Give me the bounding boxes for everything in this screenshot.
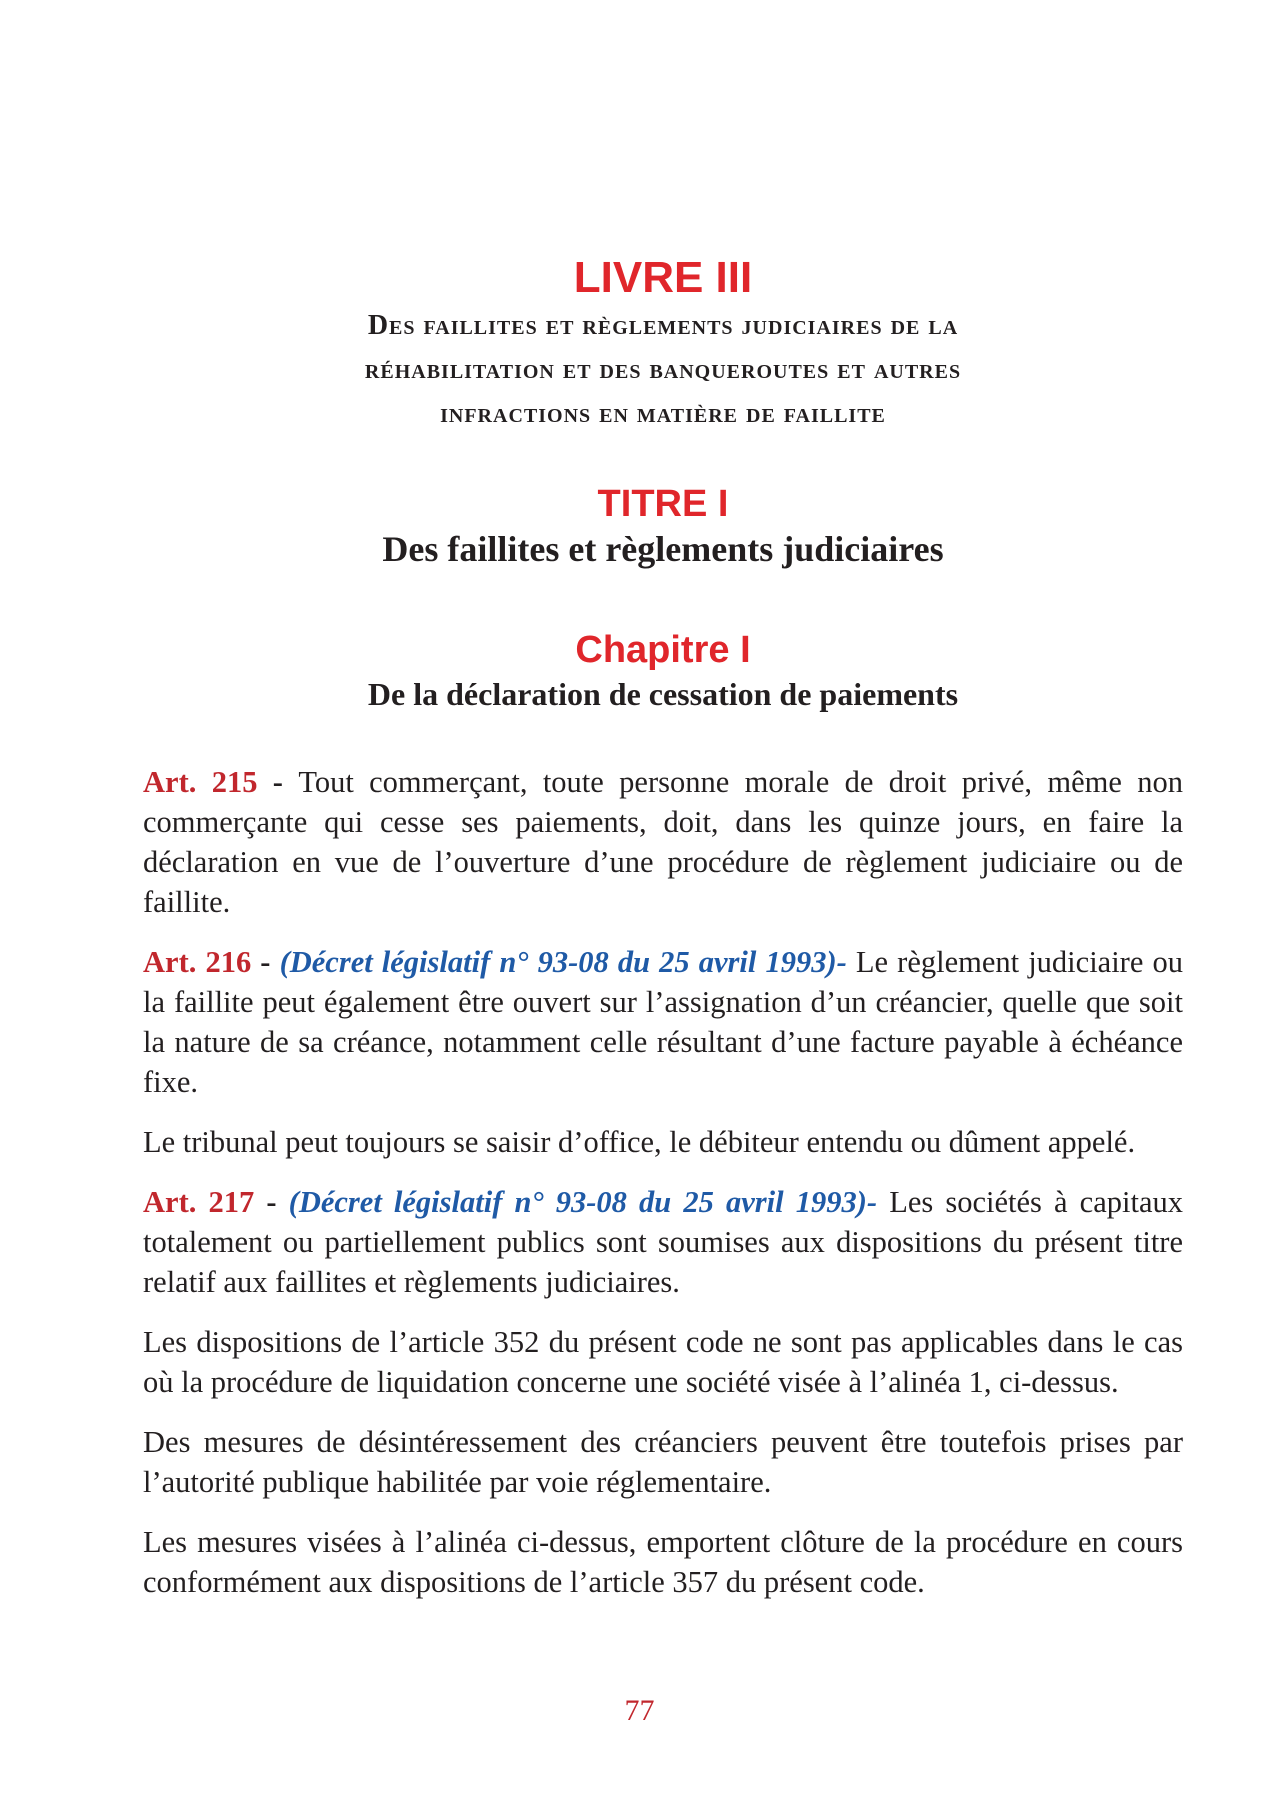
page-number: 77 (624, 1694, 655, 1727)
livre-subtitle-line-1: Des faillites et règlements judiciaires de la (367, 310, 959, 341)
titre-title: TITRE I (597, 483, 729, 525)
article-217-paragraph: Les dispositions de l’article 352 du présent code ne sont pas applicables dans le cas où la procédure de liquidation concerne une société visée à l’alinéa 1, ci-dessus. (143, 1325, 1183, 1399)
article-label: Art. 217 (143, 1185, 255, 1219)
chapitre-title: Chapitre I (575, 629, 751, 671)
article-text: Tout commerçant, toute personne morale de droit privé, même non commerçante qui cesse ses paiements, doit, dans les quinze jours, en faire la déclaration en vue de l’ouverture d’une procédure de règlement judiciaire ou de faillite. (143, 765, 1183, 919)
chapitre-heading (143, 628, 1183, 716)
livre-heading (143, 252, 1183, 436)
article-216 (143, 942, 1183, 1102)
article-dash: - (254, 1185, 289, 1219)
article-217 (143, 1182, 1183, 1302)
page-body (143, 252, 1183, 1622)
article-217-paragraph: Des mesures de désintéressement des créanciers peuvent être toutefois prises par l’autorité publique habilitée par voie réglementaire. (143, 1425, 1183, 1499)
decree-reference: (Décret législatif n° 93-08 du 25 avril 1993)- (279, 945, 847, 979)
article-dash: - (257, 765, 299, 799)
livre-subtitle-line-3: infractions en matière de faillite (440, 398, 886, 429)
decree-reference: (Décret législatif n° 93-08 du 25 avril 1993)- (288, 1185, 878, 1219)
titre-subtitle: Des faillites et règlements judiciaires (382, 529, 944, 569)
article-label: Art. 215 (143, 765, 258, 799)
article-217-paragraph: Les mesures visées à l’alinéa ci-dessus, emportent clôture de la procédure en cours conformément aux dispositions de l’article 357 du présent code. (143, 1525, 1183, 1599)
article-dash: - (251, 945, 280, 979)
titre-heading (143, 482, 1183, 572)
article-text: Le règlement judiciaire ou la faillite peut également être ouvert sur l’assignation d’un créancier, quelle que soit la nature de sa créance, notamment celle résultant d’une facture payable à échéance fixe. (143, 945, 1183, 1099)
chapitre-subtitle: De la déclaration de cessation de paiements (367, 676, 959, 712)
article-text: Les sociétés à capitaux totalement ou partiellement publics sont soumises aux dispositions du présent titre relatif aux faillites et règlements judiciaires. (143, 1185, 1183, 1299)
articles-list (143, 762, 1183, 1602)
article-215 (143, 762, 1183, 922)
article-216-paragraph: Le tribunal peut toujours se saisir d’office, le débiteur entendu ou dûment appelé. (143, 1125, 1136, 1159)
article-label: Art. 216 (143, 945, 252, 979)
livre-title: LIVRE III (573, 253, 753, 302)
livre-subtitle-line-2: réhabilitation et des banqueroutes et autres (364, 354, 962, 385)
